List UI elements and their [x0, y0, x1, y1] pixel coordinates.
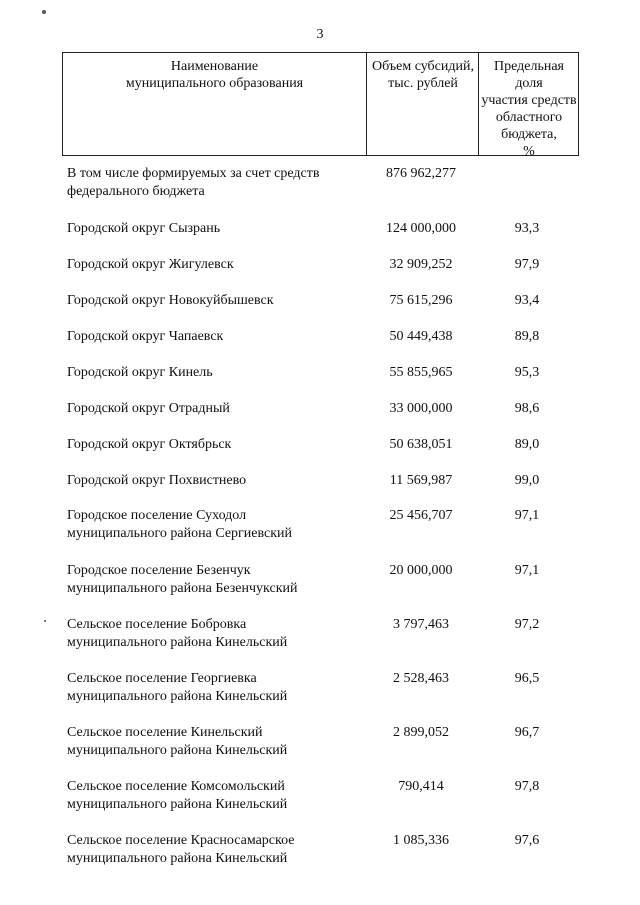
row-name: Сельское поселение Красносамарское муниципального района Кинельский: [67, 833, 295, 866]
row-share: 95,3: [514, 365, 540, 380]
row-amount: 32 909,252: [389, 257, 453, 272]
row-name: Городской округ Новокуйбышевск: [67, 293, 274, 308]
row-share: 96,7: [514, 725, 540, 740]
scan-artifact-dot: [42, 10, 46, 14]
row-name: Городской округ Кинель: [67, 365, 213, 380]
row-amount: 50 449,438: [389, 329, 453, 344]
row-amount: 11 569,987: [389, 473, 453, 488]
row-amount: 50 638,051: [389, 437, 453, 452]
row-share: 97,2: [514, 617, 540, 632]
row-amount: 33 000,000: [389, 401, 453, 416]
row-share: 96,5: [514, 671, 540, 686]
row-amount: 876 962,277: [386, 166, 456, 181]
row-amount: 2 899,052: [393, 725, 449, 740]
row-name: В том числе формируемых за счет средств федерального бюджета: [67, 166, 320, 199]
row-amount: 124 000,000: [386, 221, 456, 236]
row-amount: 3 797,463: [393, 617, 449, 632]
row-name: Городской округ Похвистнево: [67, 473, 247, 488]
row-name: Городской округ Октябрьск: [67, 437, 232, 452]
row-name: Городской округ Сызрань: [67, 221, 221, 236]
row-name: Городской округ Жигулевск: [67, 257, 234, 272]
row-amount: 20 000,000: [389, 563, 453, 578]
row-share: 97,1: [514, 563, 540, 578]
row-amount: 1 085,336: [393, 833, 449, 848]
row-share: 99,0: [514, 473, 540, 488]
row-share: 97,9: [514, 257, 540, 272]
header-name: Наименование муниципального образования: [125, 59, 304, 91]
row-amount: 790,414: [398, 779, 444, 794]
row-name: Городское поселение Безенчук муниципального района Безенчукский: [67, 563, 298, 596]
row-name: Городской округ Отрадный: [67, 401, 230, 416]
row-amount: 55 855,965: [389, 365, 453, 380]
row-name: Сельское поселение Комсомольский муниципального района Кинельский: [67, 779, 288, 812]
row-share: 97,6: [514, 833, 540, 848]
row-name: Городской округ Чапаевск: [67, 329, 224, 344]
row-share: 97,1: [514, 508, 540, 523]
row-name: Сельское поселение Кинельский муниципального района Кинельский: [67, 725, 288, 758]
row-share: 93,3: [514, 221, 540, 236]
row-amount: 2 528,463: [393, 671, 449, 686]
row-share: 93,4: [514, 293, 540, 308]
row-share: 97,8: [514, 779, 540, 794]
header-share: Предельная доля участия средств областного бюджета, %: [478, 53, 579, 155]
row-share: 98,6: [514, 401, 540, 416]
row-name: Городское поселение Суходол муниципального района Сергиевский: [67, 508, 293, 541]
row-share: 89,0: [514, 437, 540, 452]
row-name: Сельское поселение Георгиевка муниципального района Кинельский: [67, 671, 288, 704]
page-number: 3: [316, 27, 324, 42]
row-name: Сельское поселение Бобровка муниципального района Кинельский: [67, 617, 288, 650]
row-amount: 25 456,707: [389, 508, 453, 523]
header-amount: Объем субсидий, тыс. рублей: [366, 53, 479, 155]
row-amount: 75 615,296: [389, 293, 453, 308]
table-header: [62, 52, 579, 159]
row-share: 89,8: [514, 329, 540, 344]
scan-artifact-tick: [44, 620, 46, 622]
